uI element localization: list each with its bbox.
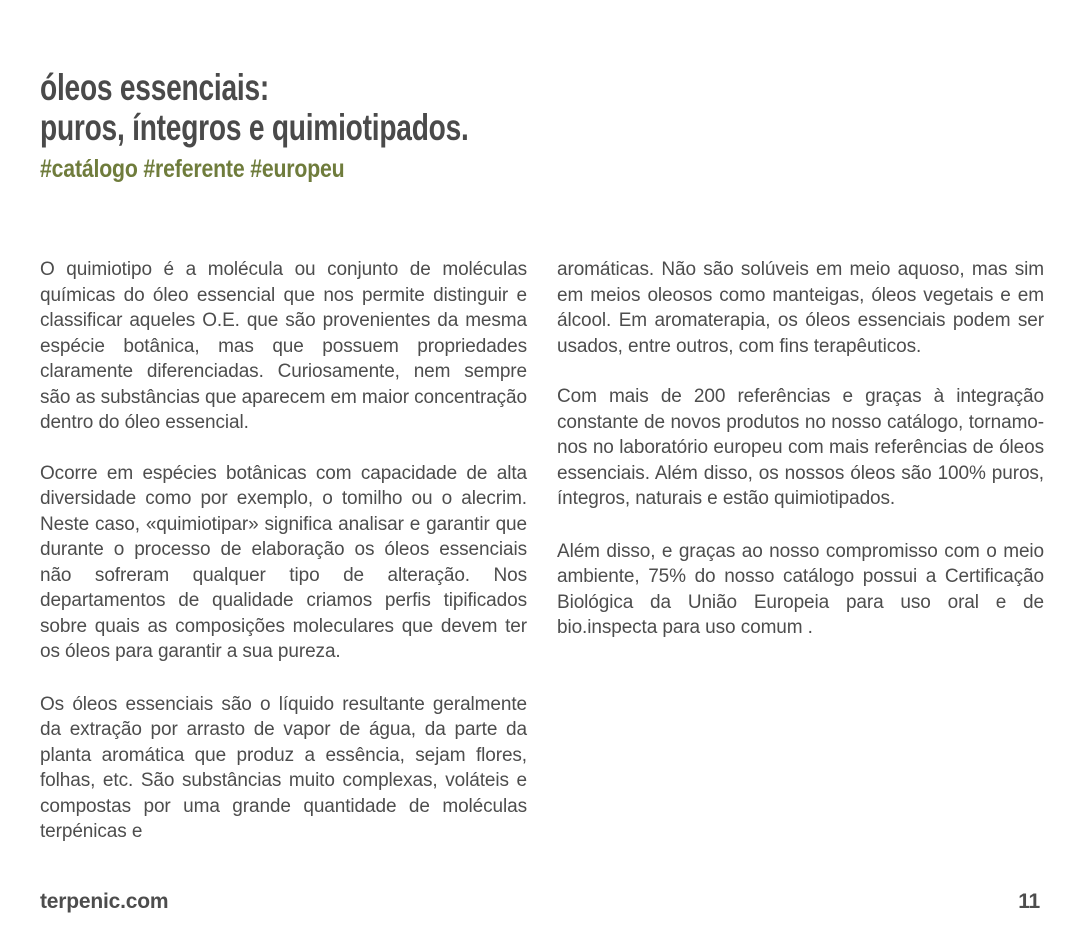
page-title <box>40 68 469 148</box>
paragraph-liquido-resultante: Os óleos essenciais são o líquido resultante geralmente da extração por arrasto de vapor de água, da parte da planta aromática que produz a essência, sejam flores, folhas, etc. São substâncias muito complexas, voláteis e compostas por uma grande quantidade de moléculas terpénicas e <box>40 693 527 842</box>
page-footer <box>40 890 1040 914</box>
paragraph-especies-botanicas: Ocorre em espécies botânicas com capacidade de alta diversidade como por exemplo, o tomilho ou o alecrim. Neste caso, «quimiotipar» significa analisar e garantir que durante o processo de elaboração os óleos essenciais não sofreram qualquer tipo de alteração. Nos departamentos de qualidade criamos perfis tipificados sobre quais as composições moleculares que devem ter os óleos para garantir a sua pureza. <box>40 462 527 662</box>
title-line-2: puros, íntegros e quimiotipados. <box>40 107 469 148</box>
body-columns <box>40 257 1044 870</box>
right-column <box>557 257 1044 870</box>
website-text: terpenic.com <box>40 890 169 913</box>
paragraph-quimiotipo: O quimiotipo é a molécula ou conjunto de moléculas químicas do óleo essencial que nos permite distinguir e classificar aqueles O.E. que são provenientes da mesma espécie botânica, mas que possuem propriedades claramente diferenciadas. Curiosamente, nem sempre são as substâncias que aparecem em maior concentração dentro do óleo essencial. <box>40 259 527 433</box>
paragraph-aromaticas: aromáticas. Não são solúveis em meio aquoso, mas sim em meios oleosos como manteigas, óleos vegetais e em álcool. Em aromaterapia, os óleos essenciais podem ser usados, entre outros, com fins terapêuticos. <box>557 259 1044 357</box>
paragraph-referencias: Com mais de 200 referências e graças à integração constante de novos produtos no nosso catálogo, tornamo-nos no laboratório europeu com mais referências de óleos essenciais. Além disso, os nossos óleos são 100% puros, íntegros, naturais e estão quimiotipados. <box>557 386 1044 509</box>
paragraph-certificacao: Além disso, e graças ao nosso compromisso com o meio ambiente, 75% do nosso catálogo possui a Certificação Biológica da União Europeia para uso oral e de bio.inspecta para uso comum . <box>557 540 1044 638</box>
left-column <box>40 257 527 870</box>
hashtags-line: #catálogo #referente #europeu <box>40 155 345 183</box>
title-line-1: óleos essenciais: <box>40 67 270 108</box>
page-header <box>40 68 604 182</box>
page-number: 11 <box>1018 890 1040 913</box>
